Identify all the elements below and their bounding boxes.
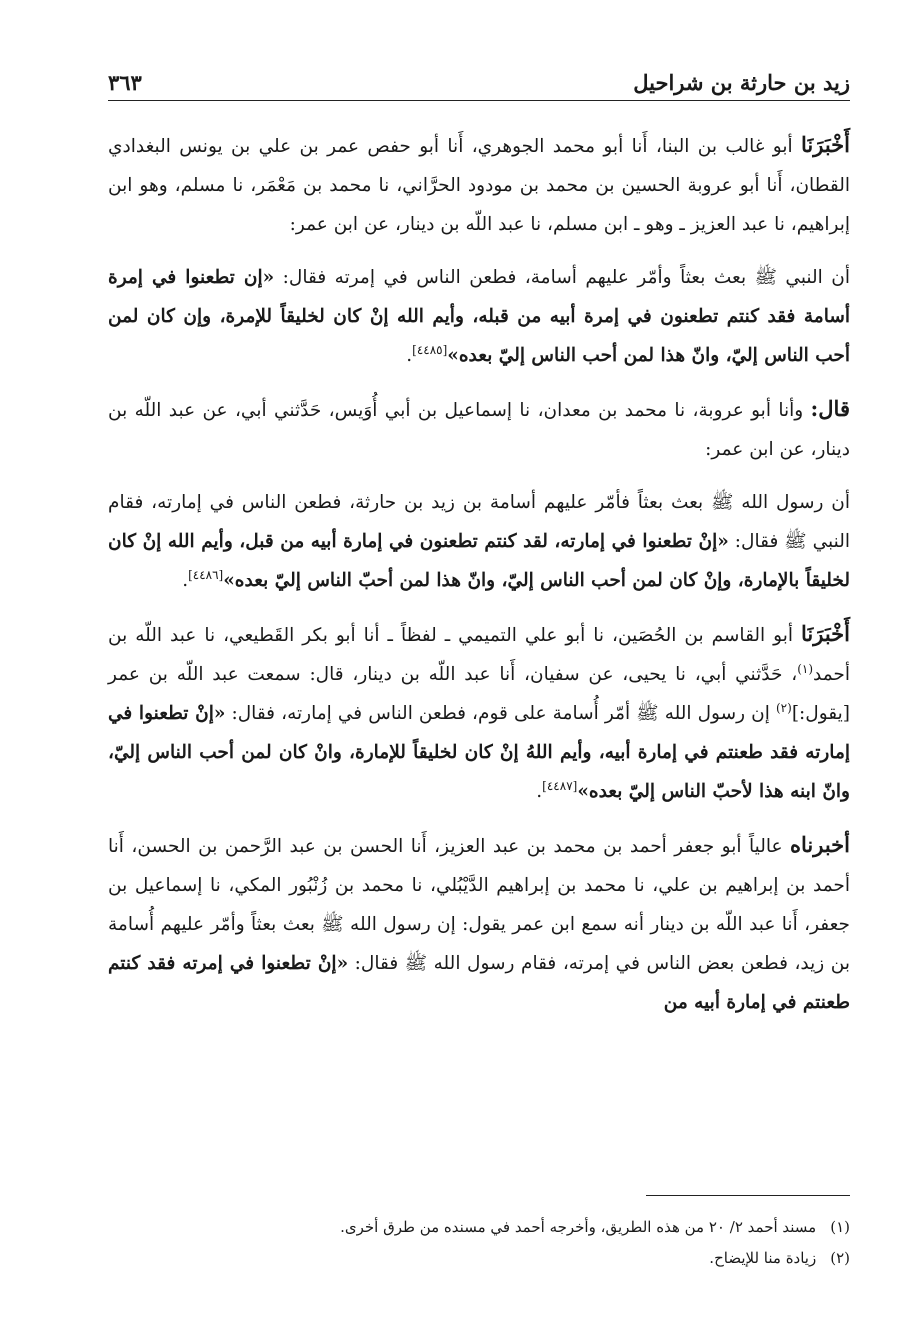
paragraph-text: أن النبي ﷺ بعث بعثاً وأمّر عليهم أسامة، فطعن الناس في إمرته فقال: — [274, 267, 850, 288]
paragraph-text: وأنا أبو عروبة، نا محمد بن معدان، نا إسماعيل بن أبي أُوَيس، حَدَّثني أبي، عن عبد اللّه بن دينار، عن ابن عمر: — [108, 400, 850, 460]
isnad-keyword: قال: — [810, 396, 850, 421]
punctuation: . — [406, 345, 413, 366]
footnote-number: (١) — [830, 1218, 850, 1236]
isnad-keyword: أخبرناه — [790, 832, 850, 857]
footnote-text: زيادة منا للإيضاح. — [709, 1249, 817, 1267]
footnote-number: (٢) — [830, 1249, 850, 1267]
paragraph-text: أبو غالب بن البنا، أَنا أبو محمد الجوهري، أَنا أبو حفص عمر بن علي بن يونس البغدادي القطان، أَنا أبو عروبة الحسين بن محمد بن مودود الحرَّاني، نا محمد بن مَعْمَر، نا مسلم، وهو ابن إبراهيم، نا عبد العزيز ـ وهو ـ ابن مسلم، نا عبد اللّه بن دينار، عن ابن عمر: — [108, 136, 850, 235]
hadith-number: [٤٤٨٥] — [412, 342, 448, 357]
running-title: زيد بن حارثة بن شراحيل — [633, 70, 850, 95]
footnotes — [108, 1212, 850, 1274]
footnote-text: مسند أحمد ٢/ ٢٠ من هذه الطريق، وأخرجه أحمد في مسنده من طرق أخرى. — [340, 1218, 817, 1236]
hadith-text: «إن تطعنوا في إمرة أسامة فقد كنتم تطعنون في إمرة أبيه من قبله، وأيم الله إنْ كان لخليقاً للإمرة، وإن كان لمن أحب الناس إليّ، وانّ هذا لمن أحب الناس إليّ بعده» — [108, 267, 850, 366]
footnote-1 — [108, 1212, 850, 1243]
footnote-marker-1[interactable]: (١) — [797, 661, 814, 676]
paragraph-2 — [108, 258, 850, 375]
paragraph-text: أن رسول الله ﷺ بعث بعثاً فأمّر عليهم أسامة بن زيد بن حارثة، فطعن الناس في إمارته، فقام النبي ﷺ فقال: — [108, 492, 850, 552]
paragraph-text: ، حَدَّثني أبي، نا يحيى، عن سفيان، أَنا عبد اللّه بن دينار، قال: سمعت عبد اللّه بن عمر [يقول:] — [108, 664, 850, 724]
punctuation: . — [536, 781, 543, 802]
hadith-number: [٤٤٨٦] — [188, 567, 224, 582]
punctuation: . — [182, 570, 189, 591]
isnad-keyword: أَخْبَرَنَا — [801, 132, 850, 157]
hadith-text: «إنْ تطعنوا في إمرته فقد كنتم طعنتم في إمارة أبيه من — [108, 953, 850, 1013]
paragraph-text: أبو القاسم بن الحُصَين، نا أبو علي التميمي ـ لفظاً ـ أنا أبو بكر القَطيعي، نا عبد اللّه بن أحمد — [108, 625, 850, 685]
isnad-keyword: أَخْبَرَنَا — [801, 621, 850, 646]
main-text — [108, 125, 850, 1036]
footnote-divider — [646, 1195, 850, 1196]
paragraph-3 — [108, 389, 850, 469]
paragraph-4 — [108, 483, 850, 600]
hadith-number: [٤٤٨٧] — [542, 778, 578, 793]
paragraph-text: إن رسول الله ﷺ أمّر أُسامة على قوم، فطعن الناس في إمارته، فقال: — [225, 703, 776, 724]
paragraph-text: عالياً أبو جعفر أحمد بن محمد بن عبد العزيز، أَنا الحسن بن عبد الرَّحمن بن الحسن، أَنا أحمد بن إبراهيم بن علي، نا محمد بن إبراهيم الدَّيْبُلي، نا محمد بن زُنْبُور المكي، نا إسماعيل بن جعفر، أَنا عبد اللّه بن دينار أنه سمع ابن عمر يقول: إن رسول الله ﷺ بعث بعثاً وأمّر عليهم أُسامة بن زيد، فطعن بعض الناس في إمرته، فقام رسول الله ﷺ فقال: — [108, 836, 850, 974]
paragraph-1 — [108, 125, 850, 244]
footnote-2 — [108, 1243, 850, 1274]
page-header — [108, 70, 850, 101]
paragraph-6 — [108, 825, 850, 1022]
page-number: ٣٦٣ — [108, 70, 142, 95]
paragraph-5 — [108, 614, 850, 811]
hadith-text: «إنْ تطعنوا في إمارته فقد طعنتم في إمارة أبيه، وأيم اللهُ إنْ كان لخليقاً للإمارة، وانْ كان لمن أحب الناس إليّ، وانّ ابنه هذا لأحبّ الناس إليّ بعده» — [108, 703, 850, 802]
footnote-marker-2[interactable]: (٢) — [775, 700, 792, 715]
hadith-text: «إنْ تطعنوا في إمارته، لقد كنتم تطعنون في إمارة أبيه من قبل، وأيم الله إنْ كان لخليقاً بالإمارة، وإنْ كان لمن أحب الناس إليّ، وانّ هذا لمن أحبّ الناس إليّ بعده» — [108, 531, 850, 591]
